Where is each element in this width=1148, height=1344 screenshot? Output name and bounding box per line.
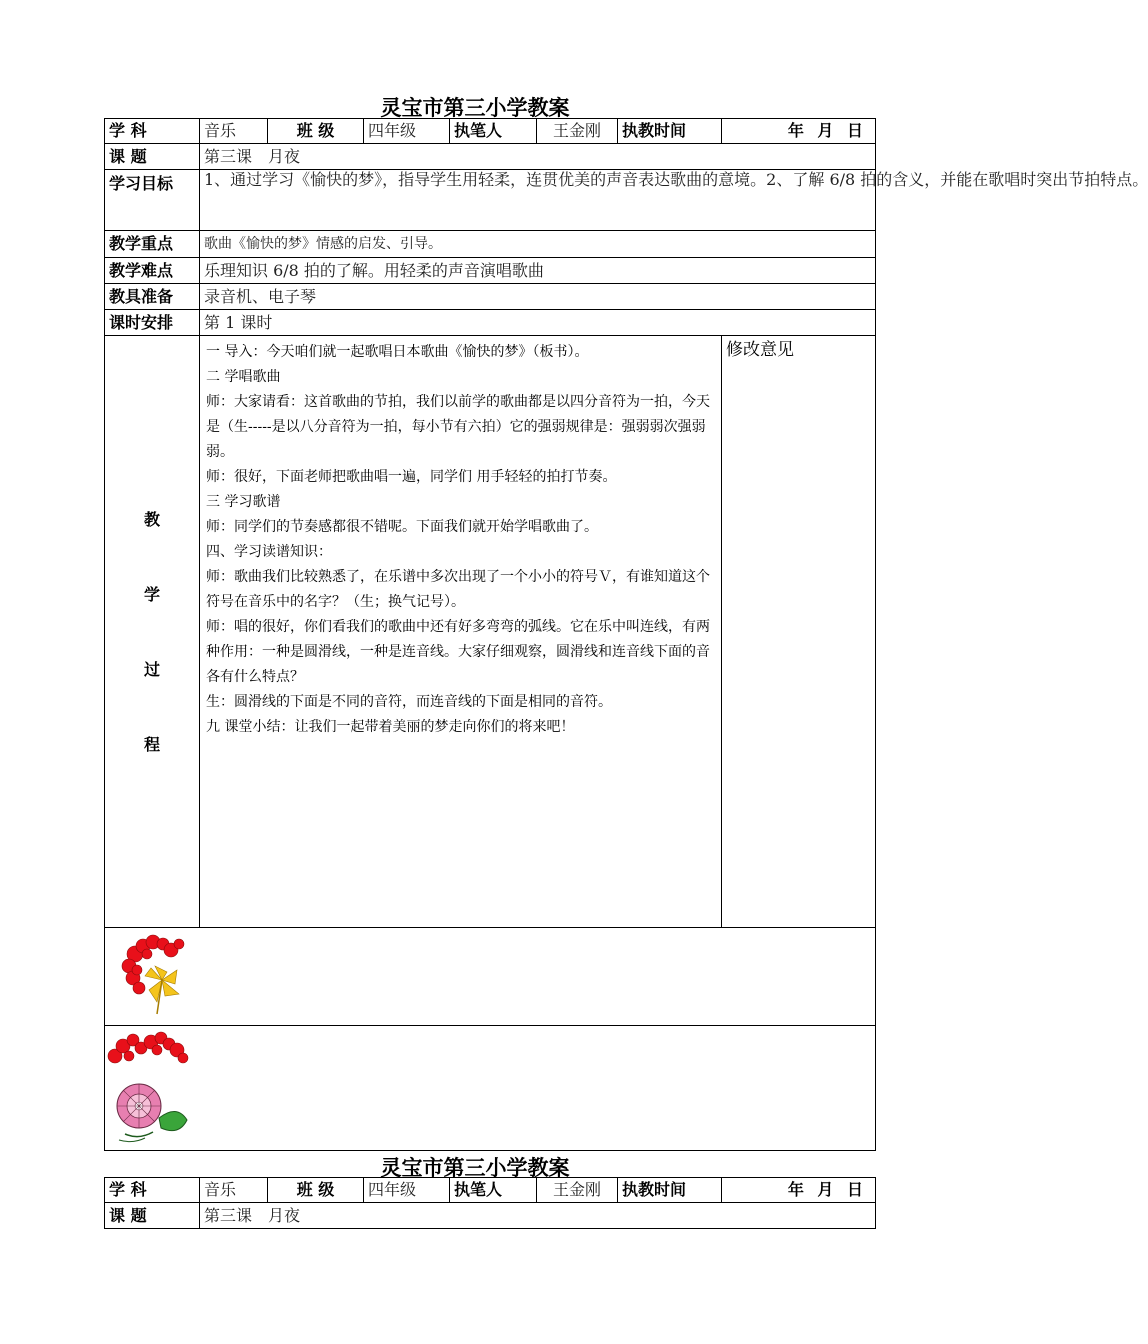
lesson-plan-table-page2 [104,1177,876,1229]
class-value: 四年级 [364,119,450,144]
topic-value: 第三课 月夜 [200,144,876,170]
class-label: 班 级 [268,119,364,144]
process-label-char: 学 [143,584,160,604]
lesson-plan-table [104,118,1148,1151]
postscript-cell [105,1026,876,1151]
flower-decoration-icon [117,932,207,1020]
process-line: 生：圆滑线的下面是不同的音符，而连音线的下面是相同的音符。 [206,694,612,710]
process-label-char: 程 [143,734,160,754]
morning-glory-icon [105,1028,195,1148]
focus-label: 教学重点 [105,231,200,258]
subject-label: 学 科 [105,1178,200,1203]
process-line: 二 学唱歌曲 [206,369,281,385]
process-line: 师：同学们的节奏感都很不错呢。下面我们就开始学唱歌曲了。 [206,519,598,535]
page-title: 灵宝市第三小学教案 [380,95,570,120]
period-text: 第 1 课时 [200,310,876,336]
time-label: 执教时间 [618,1178,722,1203]
time-label: 执教时间 [618,119,722,144]
topic-label: 课 题 [105,144,200,170]
difficulty-text: 乐理知识 6/8 拍的了解。用轻柔的声音演唱歌曲 [200,258,876,284]
subject-label: 学 科 [105,119,200,144]
process-line: 师：很好，下面老师把歌曲唱一遍，同学们 用手轻轻的拍打节奏。 [206,469,617,485]
class-value: 四年级 [364,1178,450,1203]
subject-value: 音乐 [200,119,268,144]
author-label: 执笔人 [450,1178,537,1203]
process-label-char: 过 [143,659,160,679]
focus-text: 歌曲《愉快的梦》情感的启发、引导。 [200,231,876,258]
topic-label: 课 题 [105,1203,200,1229]
process-line: 师：唱的很好，你们看我们的歌曲中还有好多弯弯的弧线。它在乐中叫连线，有两种作用：一种是圆滑线，一种是连音线。大家仔细观察，圆滑线和连音线下面的音各有什么特点？ [206,619,710,685]
tools-text: 录音机、电子琴 [200,284,876,310]
author-value: 王金刚 [537,119,618,144]
process-line: 九 课堂小结：让我们一起带着美丽的梦走向你们的将来吧！ [206,719,575,735]
author-value: 王金刚 [537,1178,618,1203]
goal-label: 学习目标 [105,170,200,231]
process-line: 师：歌曲我们比较熟悉了，在乐谱中多次出现了一个小小的符号Ｖ，有谁知道这个符号在音乐中的名字？（生；换气记号）。 [206,569,710,610]
process-label-char: 教 [143,509,160,529]
page-title: 灵宝市第三小学教案 [380,1155,570,1180]
difficulty-label: 教学难点 [105,258,200,284]
process-label [105,336,200,928]
reflection-cell [105,928,876,1026]
process-line: 三 学习歌谱 [206,494,281,510]
tools-label: 教具准备 [105,284,200,310]
process-line: 一 导入：今天咱们就一起歌唱日本歌曲《愉快的梦》（板书）。 [206,344,589,360]
topic-value: 第三课 月夜 [200,1203,876,1229]
revise-notes: 修改意见 [722,336,876,928]
author-label: 执笔人 [450,119,537,144]
process-line: 师：大家请看：这首歌曲的节拍，我们以前学的歌曲都是以四分音符为一拍，今天是（生-----是以八分音符为一拍，每小节有六拍）它的强弱规律是：强弱弱次强弱弱。 [206,394,710,460]
period-label: 课时安排 [105,310,200,336]
goal-text: 1、通过学习《愉快的梦》，指导学生用轻柔，连贯优美的声音表达歌曲的意境。2、了解 6/8 拍的含义，并能在歌唱时突出节拍特点。 [200,170,876,231]
subject-value: 音乐 [200,1178,268,1203]
date-field: 年 月 日 [722,119,876,144]
class-label: 班 级 [268,1178,364,1203]
date-field: 年 月 日 [722,1178,876,1203]
process-content [200,336,722,928]
process-line: 四、学习读谱知识： [206,544,332,560]
